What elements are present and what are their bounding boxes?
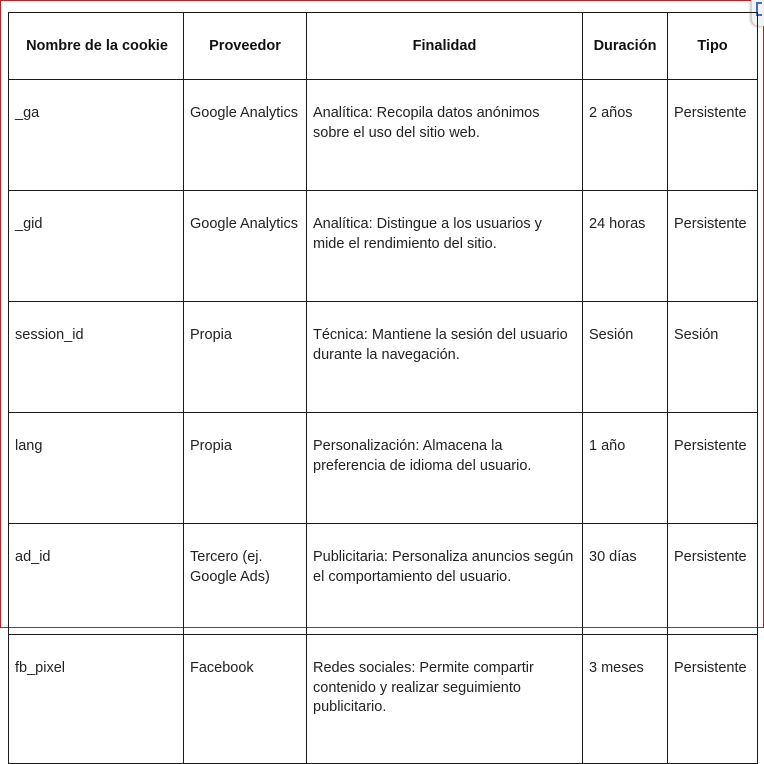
header-provider: Proveedor [184,13,307,80]
table-row [9,413,758,524]
table-row [9,191,758,302]
cell-purpose: Personalización: Almacena la preferencia de idioma del usuario. [307,413,583,524]
header-cookie-name: Nombre de la cookie [9,13,184,80]
cell-type: Persistente [668,524,758,635]
cell-duration: 24 horas [583,191,668,302]
cell-purpose: Analítica: Recopila datos anónimos sobre el uso del sitio web. [307,80,583,191]
cell-type: Sesión [668,302,758,413]
cell-cookie-name: ad_id [9,524,184,635]
cell-type: Persistente [668,191,758,302]
table-row [9,80,758,191]
cell-purpose: Analítica: Distingue a los usuarios y mide el rendimiento del sitio. [307,191,583,302]
cell-cookie-name: lang [9,413,184,524]
cell-provider: Google Analytics [184,191,307,302]
cell-duration: 1 año [583,413,668,524]
cell-provider: Propia [184,302,307,413]
cell-duration: Sesión [583,302,668,413]
cell-cookie-name: _ga [9,80,184,191]
header-type: Tipo [668,13,758,80]
cell-purpose: Redes sociales: Permite compartir contenido y realizar seguimiento publicitario. [307,635,583,764]
cell-duration: 2 años [583,80,668,191]
table-row [9,635,758,764]
cell-purpose: Técnica: Mantiene la sesión del usuario durante la navegación. [307,302,583,413]
cell-type: Persistente [668,80,758,191]
table-row [9,302,758,413]
cell-type: Persistente [668,413,758,524]
cell-cookie-name: session_id [9,302,184,413]
cell-cookie-name: _gid [9,191,184,302]
cookies-table [8,12,758,764]
cell-provider: Facebook [184,635,307,764]
header-duration: Duración [583,13,668,80]
header-purpose: Finalidad [307,13,583,80]
cell-duration: 3 meses [583,635,668,764]
table-row [9,524,758,635]
cell-provider: Tercero (ej. Google Ads) [184,524,307,635]
table-header-row [9,13,758,80]
cell-purpose: Publicitaria: Personaliza anuncios según el comportamiento del usuario. [307,524,583,635]
cell-provider: Propia [184,413,307,524]
cell-type: Persistente [668,635,758,764]
cell-cookie-name: fb_pixel [9,635,184,764]
cell-duration: 30 días [583,524,668,635]
cell-provider: Google Analytics [184,80,307,191]
